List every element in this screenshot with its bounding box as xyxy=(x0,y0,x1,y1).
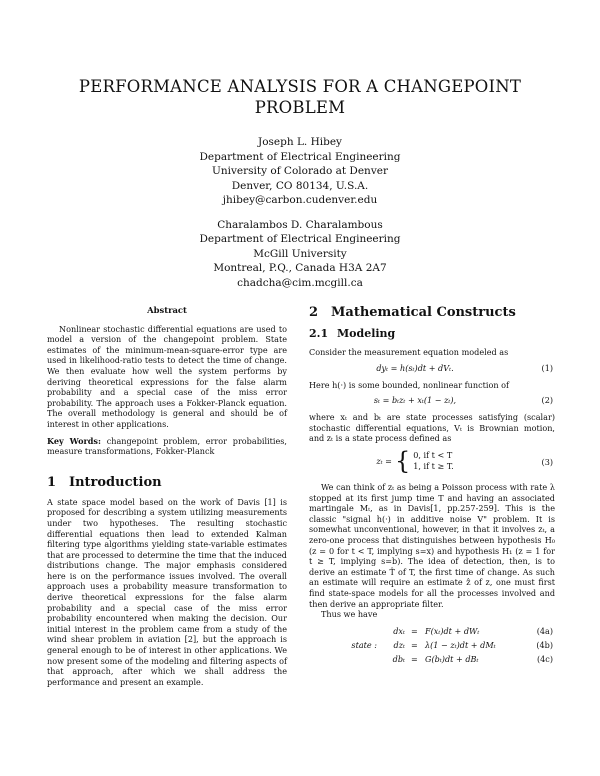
author-addr: Montreal, P.Q., Canada H3A 2A7 xyxy=(213,262,387,274)
equation-number: (4a) xyxy=(536,625,553,636)
paragraph: Here h(·) is some bounded, nonlinear function of xyxy=(309,379,509,390)
equation-rhs: λ(1 − zₜ)dt + dMₜ xyxy=(425,639,496,650)
equation-number: (3) xyxy=(541,456,553,467)
equation-rhs: G(bₜ)dt + dBₜ xyxy=(425,653,479,664)
equation-number: (2) xyxy=(541,395,553,406)
paper-title xyxy=(40,76,560,118)
equation-1 xyxy=(309,358,555,380)
author-univ: McGill University xyxy=(253,247,347,260)
keywords-label: Key Words: xyxy=(47,435,101,446)
author-addr: Denver, CO 80134, U.S.A. xyxy=(231,179,369,192)
equation-body: sₜ = bₜzₜ + xₜ(1 − zₜ), xyxy=(373,395,457,406)
equation-lhs: dbₜ xyxy=(392,653,405,664)
right-column xyxy=(309,305,555,668)
piecewise-definition xyxy=(376,446,454,475)
equation-lhs: zₜ = xyxy=(376,455,392,466)
case-lines xyxy=(413,450,453,472)
state-equation-rows xyxy=(381,626,555,668)
equation-rhs: F(xₜ)dt + dWₜ xyxy=(425,625,480,636)
case-2: 1, if t ≥ T. xyxy=(413,460,454,471)
author-name: Charalambos D. Charalambous xyxy=(217,218,383,231)
paragraph: We can think of zₜ as being a Poisson process with rate λ stopped at its first jump time T and having an associated martingale Mₜ, as in Davis[1, pp.257-259]. This is the classic "signal h(·) in additive noise V" problem. It is somewhat unconventional, however, in that it involves zₜ, a zero-one process that distinguishes between hypothesis H₀ (z = 0 for t < T, implying s=x) and hypothesis H₁ (z = 1 for t ≥ T, implying s=b). The idea of detection, then, is to derive an estimate T̂ of T, the first time of change. As such an estimate will require an estimate ẑ of z, one must first find state-space models for all the processes involved and then derive an appropriate filter. xyxy=(309,481,555,609)
author-email: chadcha@cim.mcgill.ca xyxy=(237,276,363,289)
state-equations xyxy=(309,626,555,668)
title-line-2: PROBLEM xyxy=(254,98,346,117)
equation-body xyxy=(309,446,521,475)
equation-4b xyxy=(381,640,555,654)
equals-sign: = xyxy=(411,639,418,650)
author-2 xyxy=(150,218,450,291)
equation-2 xyxy=(309,390,555,412)
section-1-heading xyxy=(47,475,287,491)
state-label: state : xyxy=(351,639,377,650)
paragraph: Consider the measurement equation modeled as xyxy=(309,347,509,357)
subsection-2-1-heading xyxy=(309,327,555,341)
equation-lhs: dzₜ xyxy=(393,639,405,650)
equation-lhs: dxₜ xyxy=(393,625,405,636)
equation-number: (4c) xyxy=(537,653,553,664)
section-number: 1 xyxy=(47,474,57,490)
subsection-number: 2.1 xyxy=(309,327,329,340)
author-univ: University of Colorado at Denver xyxy=(212,165,388,177)
abstract-body: Nonlinear stochastic differential equations are used to model a version of the changepoint problem. State estimates of the minimum-mean-square-error type are used in likelihood-ratio tests to detect the time of change. We then evaluate how well the system performs by deriving theoretical expressions for the false alarm probability and a special case of the miss error probability. The approach uses a Fokker-Planck equation. The overall methodology is general and should be of interest in other applications. xyxy=(47,323,287,429)
author-dept: Department of Electrical Engineering xyxy=(199,150,401,163)
introduction-body: A state space model based on the work of Davis [1] is proposed for describing a system utilizing measurements under two hypotheses. The resulting stochastic differential equations then lead to extended Kalman filtering type algorithms yielding state-variable estimates that are processed to determine the time that the induced distributions change. The major emphasis considered here is on the performance issues involved. The overall approach uses a probability measure transformation to derive theoretical expressions for the false alarm probability and a special case of the miss error probability encountered when making the decision. Our initial interest in the problem came from a study of the wind shear problem in aviation [2], but the approach is general enough to be of interest in other applications. We now present some of the modeling and filtering aspects of that approach, after which we shall address the performance and present an example. xyxy=(47,496,287,687)
paragraph: where xₜ and bₜ are state processes satisfying (scalar) stochastic differential equations, Vₜ is Brownian motion, and zₜ is a state process defined as xyxy=(309,412,555,444)
section-2-heading xyxy=(309,305,555,321)
equals-sign: = xyxy=(411,653,418,664)
left-column xyxy=(47,305,287,687)
author-dept: Department of Electrical Engineering xyxy=(199,233,401,245)
equation-number: (4b) xyxy=(536,639,553,650)
equation-number: (1) xyxy=(541,362,553,373)
equals-sign: = xyxy=(411,625,418,636)
abstract-heading: Abstract xyxy=(147,305,187,315)
author-name: Joseph L. Hibey xyxy=(258,136,342,148)
equation-4c xyxy=(381,654,555,668)
keywords xyxy=(47,436,287,457)
equation-3 xyxy=(309,444,555,482)
equation-body: dyₜ = h(sₜ)dt + dVₜ. xyxy=(376,362,454,373)
case-1: 0, if t < T xyxy=(413,449,453,460)
equation-4a xyxy=(381,626,555,640)
left-brace: { xyxy=(394,446,411,475)
keywords-text: changepoint problem, error probabilities, measure transformations, Fokker-Planck xyxy=(47,435,287,457)
paragraph: Thus we have xyxy=(321,609,378,620)
section-title: Introduction xyxy=(69,474,162,490)
author-list xyxy=(150,135,450,300)
author-1 xyxy=(150,135,450,208)
section-title: Mathematical Constructs xyxy=(331,305,516,320)
subsection-title: Modeling xyxy=(337,327,396,340)
section-number: 2 xyxy=(309,305,319,320)
author-email: jhibey@carbon.cudenver.edu xyxy=(222,194,378,206)
title-line-1: PERFORMANCE ANALYSIS FOR A CHANGEPOINT xyxy=(78,77,522,96)
